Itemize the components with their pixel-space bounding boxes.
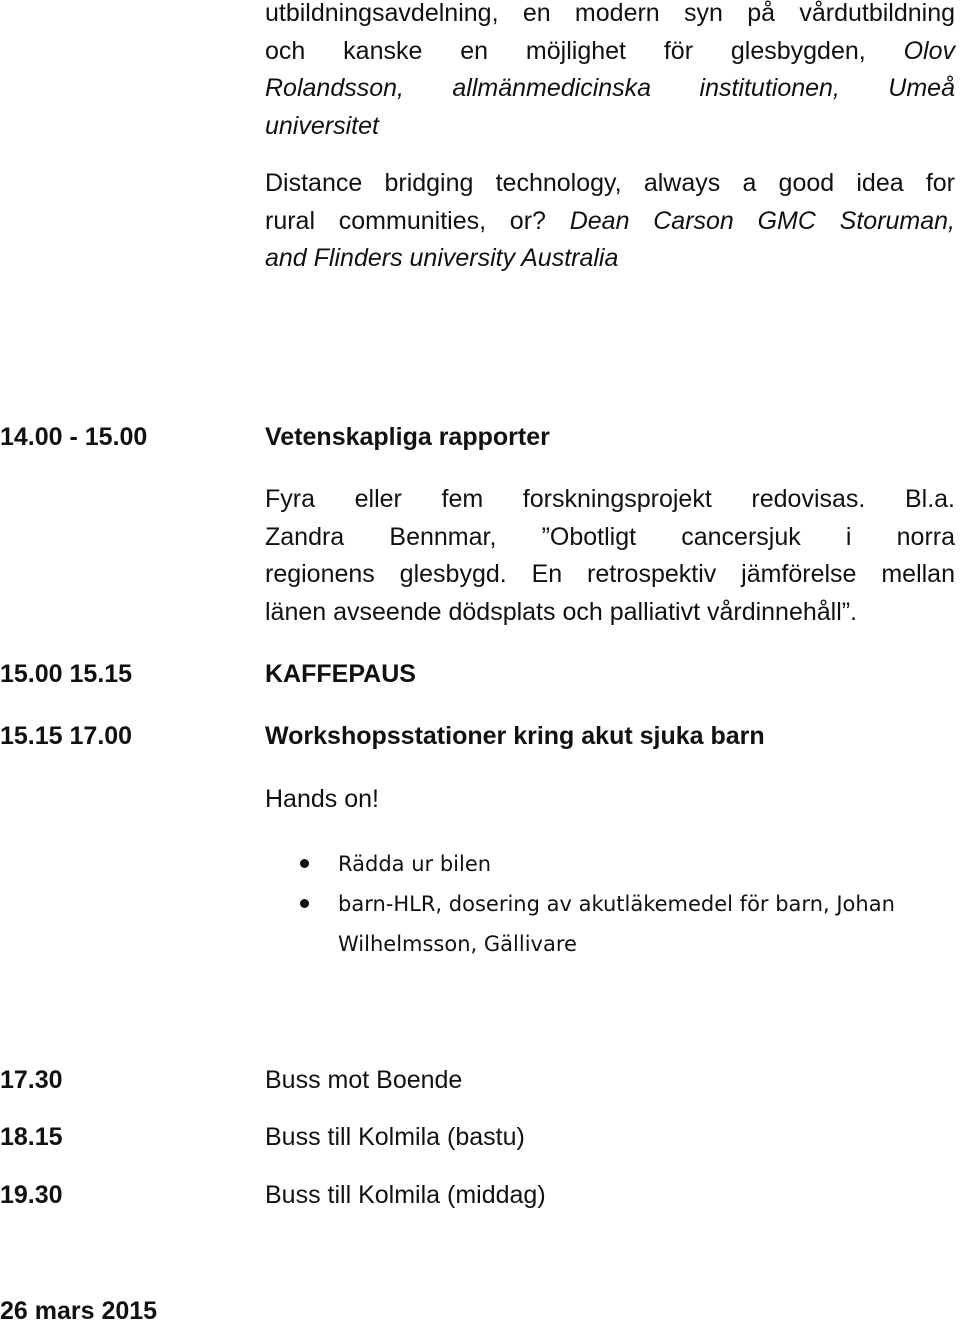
speaker-affiliation-end: universitet xyxy=(265,111,379,140)
evening-label: Buss mot Boende xyxy=(265,1066,463,1094)
intro-paragraph-2 xyxy=(265,165,955,278)
list-item-label: barn-HLR, dosering av akutläkemedel för barn, Johan xyxy=(338,892,895,916)
evening-time: 17.30 xyxy=(0,1066,63,1094)
intro-p1-line-1: utbildningsavdelning, en modern syn på vårdutbildning xyxy=(265,0,955,27)
list-item-label: Wilhelmsson, Gällivare xyxy=(338,932,577,956)
session-description xyxy=(265,481,955,631)
intro-p1-line-4 xyxy=(265,108,955,146)
session-subtitle: Hands on! xyxy=(265,785,379,813)
evening-label: Buss till Kolmila (middag) xyxy=(265,1181,546,1209)
desc-line-3: regionens glesbygd. En retrospektiv jämförelse mellan xyxy=(265,560,955,588)
desc-line-4: länen avseende dödsplats och palliativt vårdinnehåll”. xyxy=(265,597,858,626)
intro-p2-line-3 xyxy=(265,240,955,278)
intro-p2-line-2-text: rural communities, or? xyxy=(265,206,570,235)
list-item-continuation xyxy=(300,924,895,964)
evening-time: 18.15 xyxy=(0,1123,63,1151)
date-heading: 26 mars 2015 xyxy=(0,1297,158,1325)
session-title: Workshopsstationer kring akut sjuka barn xyxy=(265,722,765,750)
list-item xyxy=(300,884,895,924)
desc-line-1: Fyra eller fem forskningsprojekt redovisas. Bl.a. xyxy=(265,485,955,513)
speaker-affiliation: and Flinders university Australia xyxy=(265,244,619,272)
intro-p1-line-2 xyxy=(265,33,955,71)
evening-time: 19.30 xyxy=(0,1181,63,1209)
bullet-icon xyxy=(300,899,309,908)
intro-p2-line-2 xyxy=(265,203,955,241)
speaker-affiliation: Rolandsson, allmänmedicinska institutionen, Umeå xyxy=(265,74,955,102)
desc-line-2: Zandra Bennmar, ”Obotligt cancersjuk i norra xyxy=(265,522,955,551)
session-time: 15.15 17.00 xyxy=(0,722,133,750)
session-time: 14.00 - 15.00 xyxy=(0,423,148,451)
speaker-name: Olov xyxy=(903,36,955,65)
workshop-list xyxy=(300,844,895,964)
intro-p1-line-3 xyxy=(265,70,955,108)
list-item-label: Rädda ur bilen xyxy=(338,852,492,876)
bullet-icon xyxy=(300,859,309,868)
evening-label: Buss till Kolmila (bastu) xyxy=(265,1123,525,1151)
session-title: KAFFEPAUS xyxy=(265,660,416,688)
list-item xyxy=(300,844,895,884)
intro-paragraph-1 xyxy=(265,0,955,145)
intro-p1-line-2-text: och kanske en möjlighet för glesbygden, xyxy=(265,36,904,65)
speaker-name: Dean Carson GMC Storuman, xyxy=(569,206,955,235)
session-time: 15.00 15.15 xyxy=(0,660,133,688)
session-title: Vetenskapliga rapporter xyxy=(265,423,550,451)
intro-p2-line-1: Distance bridging technology, always a good idea for xyxy=(265,169,955,197)
